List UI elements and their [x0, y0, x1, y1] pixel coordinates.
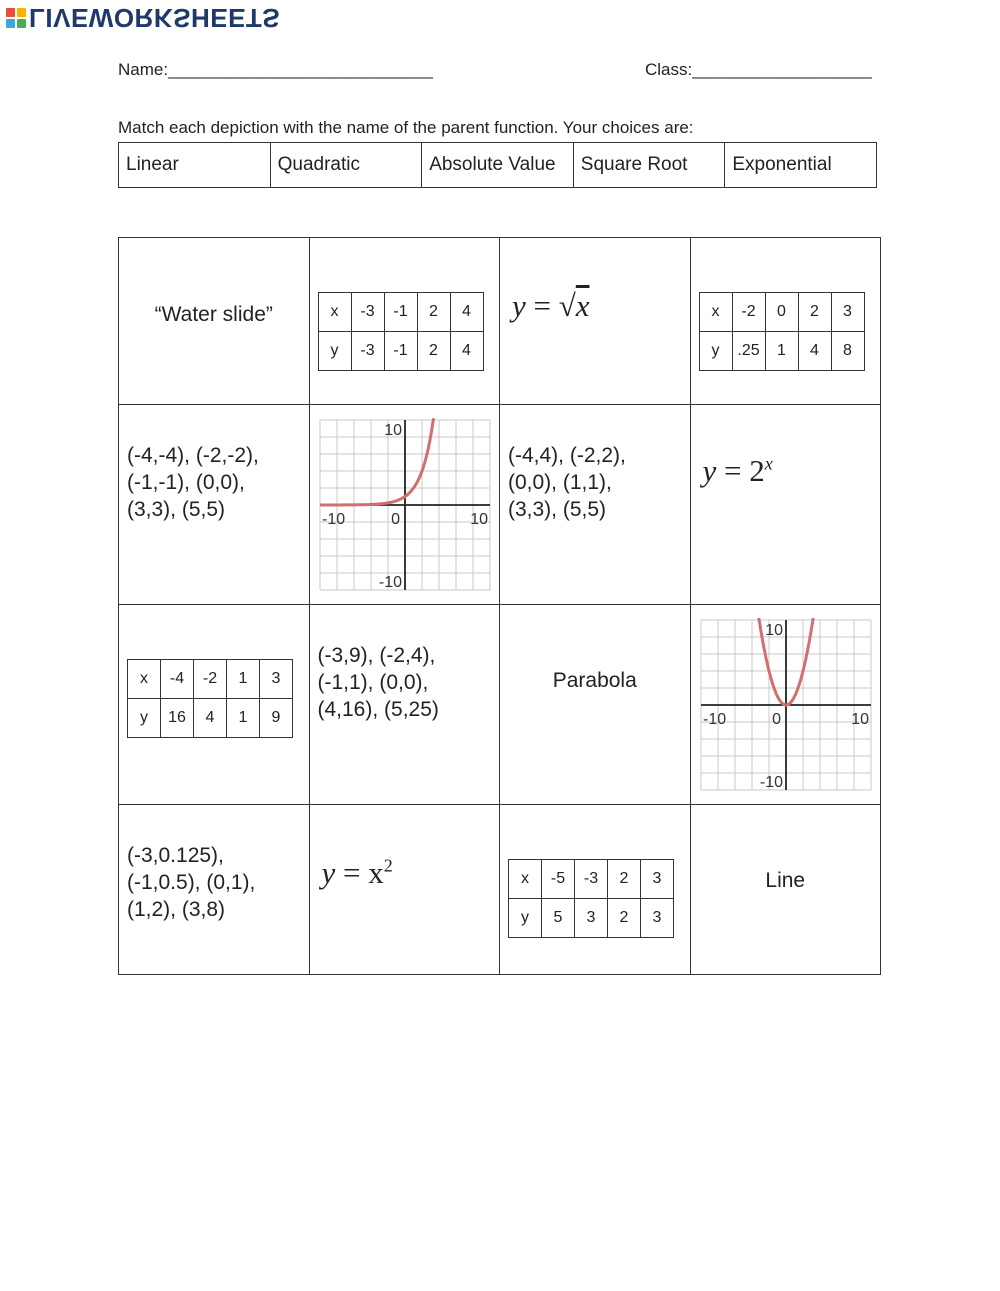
xy-cell: -3	[575, 860, 608, 899]
formula-lhs: y	[512, 288, 526, 323]
xy-cell: 4	[450, 332, 483, 371]
y-min-label: -10	[378, 574, 402, 591]
xy-cell: -4	[161, 660, 194, 699]
xy-cell: x	[699, 293, 732, 332]
xy-cell: 8	[831, 332, 864, 371]
xy-cell: y	[509, 899, 542, 938]
exponential-graph	[310, 410, 500, 600]
xy-cell: 2	[417, 332, 450, 371]
points-line: (3,3), (5,5)	[508, 498, 607, 521]
points-line: (4,16), (5,25)	[317, 698, 439, 721]
points-line: (-4,-4), (-2,-2),	[127, 444, 259, 467]
card-text: Line	[765, 869, 806, 892]
quadratic-graph	[691, 610, 881, 800]
card-points-absolute[interactable]	[500, 405, 691, 605]
points-line: (3,3), (5,5)	[127, 498, 226, 521]
points-line: (-3,9), (-2,4),	[317, 644, 436, 667]
xy-cell: -1	[384, 332, 417, 371]
card-formula-sqrt[interactable]	[500, 238, 691, 405]
xy-cell: y	[699, 332, 732, 371]
card-points-linear[interactable]	[119, 405, 310, 605]
card-table-exponential[interactable]	[690, 238, 881, 405]
points-line: (0,0), (1,1),	[508, 471, 612, 494]
points-line: (-3,0.125),	[127, 844, 224, 867]
card-table-linear[interactable]	[309, 238, 500, 405]
origin-label: 0	[390, 511, 400, 528]
xy-cell: x	[509, 860, 542, 899]
x-max-label: 10	[469, 511, 488, 528]
xy-cell: y	[318, 332, 351, 371]
xy-cell: -5	[542, 860, 575, 899]
instructions: Match each depiction with the name of the parent function. Your choices are:	[118, 118, 694, 137]
formula	[512, 288, 590, 324]
xy-cell: -2	[194, 660, 227, 699]
card-table-absolute[interactable]	[500, 805, 691, 975]
formula	[703, 453, 773, 489]
xy-cell: 16	[161, 699, 194, 738]
xy-cell: x	[128, 660, 161, 699]
card-formula-quadratic[interactable]	[309, 805, 500, 975]
xy-table	[127, 659, 293, 738]
xy-cell: 1	[227, 660, 260, 699]
formula-exponent: 2	[383, 855, 393, 876]
xy-cell: x	[318, 293, 351, 332]
formula-lhs: y	[321, 855, 336, 890]
formula	[322, 855, 393, 891]
xy-table	[508, 859, 674, 938]
xy-cell: 3	[260, 660, 293, 699]
card-text: Parabola	[552, 669, 637, 692]
card-graph-exponential[interactable]	[309, 405, 500, 605]
card-text: “Water slide”	[154, 303, 273, 326]
liveworksheets-logo	[6, 4, 280, 32]
xy-cell: 3	[641, 860, 674, 899]
formula-eq: = 2	[716, 453, 765, 488]
formula-eq: = x	[335, 855, 384, 890]
y-max-label: 10	[764, 622, 783, 639]
xy-cell: 5	[542, 899, 575, 938]
matching-grid	[118, 237, 881, 975]
xy-table	[318, 292, 484, 371]
points-list	[508, 442, 626, 523]
name-field-label: Name:____________________________	[118, 60, 433, 79]
xy-cell: 3	[641, 899, 674, 938]
formula-lhs: y	[702, 453, 717, 488]
xy-cell: 4	[194, 699, 227, 738]
class-field-label: Class:___________________	[645, 60, 872, 79]
xy-cell: .25	[732, 332, 765, 371]
xy-cell: 2	[417, 293, 450, 332]
card-formula-exponential[interactable]	[690, 405, 881, 605]
xy-cell: 3	[575, 899, 608, 938]
points-list	[127, 842, 255, 923]
origin-label: 0	[771, 711, 781, 728]
choice-linear: Linear	[119, 143, 271, 188]
xy-cell: 9	[260, 699, 293, 738]
x-min-label: -10	[702, 711, 726, 728]
xy-cell: 2	[608, 899, 641, 938]
points-line: (-1,1), (0,0),	[317, 671, 429, 694]
x-max-label: 10	[850, 711, 869, 728]
card-graph-quadratic[interactable]	[690, 605, 881, 805]
logo-blocks-icon	[6, 8, 26, 28]
points-list	[318, 642, 439, 723]
points-line: (-1,-1), (0,0),	[127, 471, 245, 494]
choice-quadratic: Quadratic	[270, 143, 422, 188]
xy-cell: -2	[732, 293, 765, 332]
points-line: (-1,0.5), (0,1),	[127, 871, 256, 894]
choice-square-root: Square Root	[573, 143, 725, 188]
xy-cell: 4	[798, 332, 831, 371]
xy-table	[699, 292, 865, 371]
card-parabola[interactable]	[500, 605, 691, 805]
logo-text: LIVEWORKSHEETS	[29, 3, 281, 33]
xy-cell: -3	[351, 293, 384, 332]
xy-cell: 2	[608, 860, 641, 899]
x-min-label: -10	[321, 511, 345, 528]
card-points-quadratic[interactable]	[309, 605, 500, 805]
formula-radicand: x	[575, 288, 590, 323]
choices-table	[118, 142, 877, 188]
xy-cell: 4	[450, 293, 483, 332]
points-line: (1,2), (3,8)	[127, 898, 226, 921]
formula-exponent: x	[764, 453, 773, 474]
card-table-quadratic[interactable]	[119, 605, 310, 805]
points-list	[127, 442, 259, 523]
card-line[interactable]	[690, 805, 881, 975]
xy-cell: -3	[351, 332, 384, 371]
card-points-exponential[interactable]	[119, 805, 310, 975]
xy-cell: 2	[798, 293, 831, 332]
xy-cell: 3	[831, 293, 864, 332]
xy-cell: y	[128, 699, 161, 738]
y-max-label: 10	[383, 422, 402, 439]
choice-exponential: Exponential	[725, 143, 877, 188]
y-min-label: -10	[759, 774, 783, 791]
xy-cell: 0	[765, 293, 798, 332]
points-line: (-4,4), (-2,2),	[508, 444, 626, 467]
formula-eq: = √	[525, 288, 576, 323]
choice-absolute-value: Absolute Value	[422, 143, 574, 188]
card-water-slide[interactable]	[119, 238, 310, 405]
xy-cell: -1	[384, 293, 417, 332]
xy-cell: 1	[227, 699, 260, 738]
xy-cell: 1	[765, 332, 798, 371]
